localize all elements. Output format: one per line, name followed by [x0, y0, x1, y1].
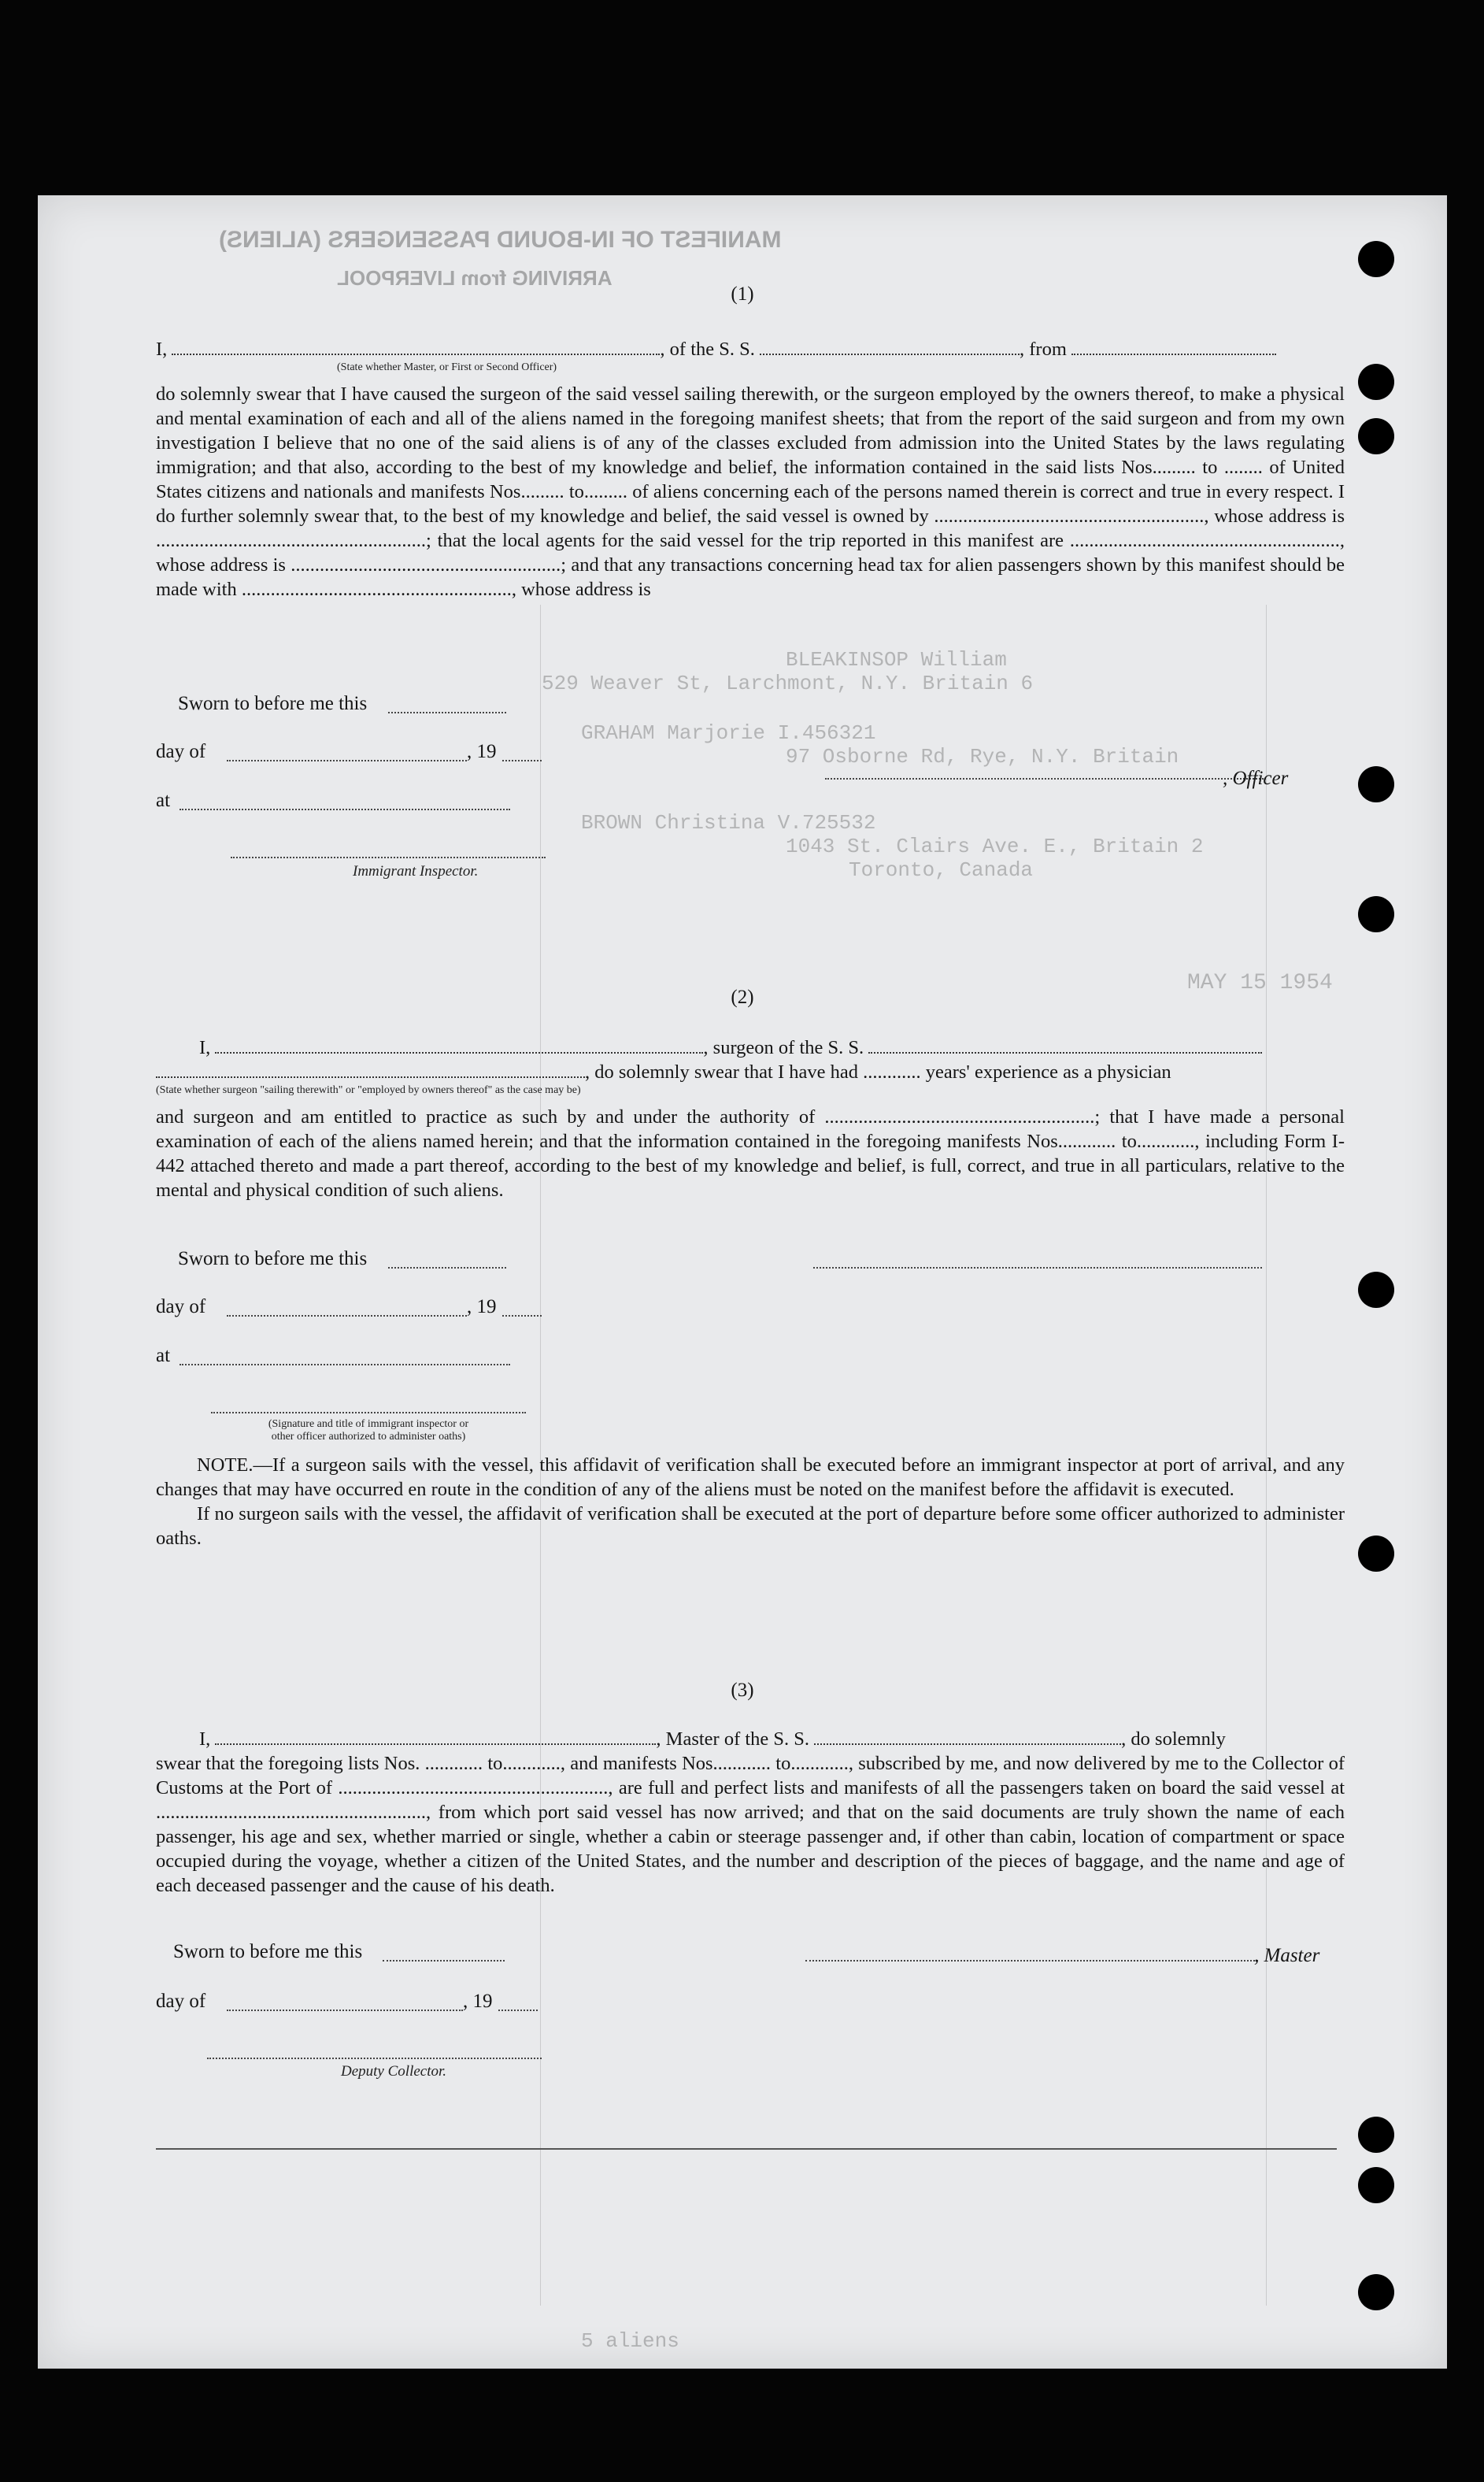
- section-3-paragraph: swear that the foregoing lists Nos. ............ to............, and manifests Nos............ to............, subscribed by me, and now delivered by me to the Collector of Customs at the Port of ........................................................, are full and perfect lists and manifests of all the passengers taken on board the said vessel at ........................................................, from which port said vessel has now arrived; and that on the said documents are truly shown the name of each passenger, his age and sex, whether married or single, whether a cabin or steerage passenger and, if other than cabin, location of compartment or space occupied during the voyage, whether a citizen of the United States, and the number and description of the pieces of baggage, and the name and age of each deceased passenger and the cause of his death.: [156, 1753, 1345, 1896]
- year-label: , 19: [467, 1296, 497, 1317]
- note-paragraph-2: If no surgeon sails with the vessel, the affidavit of verification shall be executed at the port of departure before some officer authorized to administer oaths.: [156, 1503, 1345, 1549]
- bleed-header: MANIFEST OF IN-BOUND PASSENGERS (ALIENS): [219, 227, 782, 253]
- bleed-header-2: ARRIVING from LIVERPOOL: [337, 266, 612, 290]
- section-2-number: (2): [731, 987, 754, 1008]
- signature-note-line: (Signature and title of immigrant inspector or: [268, 1418, 469, 1430]
- surgeon-note: (State whether surgeon "sailing therewith" or "employed by owners thereof" as the case may be): [156, 1084, 581, 1096]
- officer-caption: , Officer: [1223, 768, 1289, 789]
- form-sheet: [38, 195, 1447, 2369]
- from-label: , from: [1020, 339, 1067, 360]
- at-field[interactable]: [179, 1364, 510, 1365]
- day-field[interactable]: [227, 2010, 463, 2011]
- section-1-body: [156, 382, 1345, 602]
- collector-signature-line[interactable]: [207, 2058, 542, 2059]
- sworn-label: Sworn to before me this: [178, 693, 368, 714]
- year-field[interactable]: [502, 760, 542, 761]
- bleed-row: BROWN Christina V.725532: [581, 811, 876, 835]
- sworn-field[interactable]: [388, 712, 506, 713]
- signature-note-line: other officer authorized to administer oaths): [271, 1431, 466, 1443]
- note-paragraph: [156, 1453, 1345, 1502]
- day-of-label: day of: [156, 741, 206, 762]
- master-ship-field[interactable]: [814, 1728, 1121, 1745]
- binder-hole: [1358, 896, 1394, 932]
- surgeon-status-field[interactable]: [156, 1061, 585, 1078]
- bleed-row: GRAHAM Marjorie I.456321: [581, 721, 876, 745]
- collector-caption: Deputy Collector.: [341, 2063, 447, 2080]
- inspector-signature-line[interactable]: [211, 1412, 526, 1413]
- year-label: , 19: [463, 1991, 493, 2012]
- i-label: I,: [199, 1728, 211, 1750]
- day-field[interactable]: [227, 760, 467, 761]
- i-label: I,: [156, 339, 168, 360]
- sworn-label: Sworn to before me this: [178, 1248, 368, 1269]
- bleed-row: BLEAKINSOP William: [786, 648, 1007, 672]
- at-label: at: [156, 1345, 171, 1366]
- binder-hole: [1358, 241, 1394, 277]
- at-field[interactable]: [179, 809, 510, 810]
- master-signature-line[interactable]: [805, 1960, 1258, 1962]
- surgeon-experience-text: , do solemnly swear that I have had ............ years' experience as a physician: [585, 1061, 1171, 1083]
- binder-hole: [1358, 1272, 1394, 1308]
- sworn-field[interactable]: [388, 1267, 506, 1269]
- ship-name-field[interactable]: [760, 338, 1020, 355]
- section-2-body: [156, 1105, 1345, 1202]
- bleed-row: Toronto, Canada: [849, 858, 1034, 882]
- note-block: [156, 1453, 1345, 1550]
- section-2-opening: [156, 1035, 1345, 1097]
- binder-hole: [1358, 766, 1394, 802]
- surgeon-ship-label: , surgeon of the S. S.: [703, 1037, 864, 1058]
- signature-note: [215, 1418, 522, 1443]
- section-1-paragraph: do solemnly swear that I have caused the surgeon of the said vessel sailing therewith, or the surgeon employed by the owners thereof, to make a physical and mental examination of each and all of the aliens named in the foregoing manifest sheets; that from the report of the said surgeon and from my own investigation I believe that no one of the said aliens is of any of the classes excluded from admission into the United States by the laws regulating immigration; and that also, according to the best of my knowledge and belief, the information contained in the said lists Nos......... to ........ of United States citizens and nationals and manifests Nos......... to......... of aliens concerning each of the persons named therein is correct and true in every respect. I do further solemnly swear that, to the best of my knowledge and belief, the said vessel is owned by ........................................................, whose address is ........................................................; that the local agents for the said vessel for the trip reported in this manifest are ........................................................, whose address is ........................................................; and that any transactions concerning head tax for alien passengers shown by this manifest should be made with ........................................................, whose address is: [156, 383, 1345, 600]
- solemnly-label: , do solemnly: [1121, 1728, 1226, 1750]
- from-port-field[interactable]: [1071, 338, 1276, 355]
- year-field[interactable]: [498, 2010, 538, 2011]
- master-caption: , Master: [1254, 1945, 1320, 1966]
- officer-name-field[interactable]: [172, 338, 660, 355]
- sworn-label: Sworn to before me this: [173, 1941, 363, 1962]
- note-text: —If a surgeon sails with the vessel, this affidavit of verification shall be executed before an immigrant inspector at port of arrival, and any changes that may have occurred en route in the condition of any of the aliens must be noted on the manifest before the affidavit is executed.: [156, 1454, 1345, 1500]
- surgeon-ship-field[interactable]: [868, 1036, 1262, 1054]
- ship-label: , of the S. S.: [660, 339, 755, 360]
- day-of-label: day of: [156, 1991, 206, 2012]
- section-2-paragraph: and surgeon and am entitled to practice as such by and under the authority of ........................................................; that I have made a personal examination of each of the aliens named herein; and that the information contained in the foregoing manifests Nos............ to............, including Form I-442 attached thereto and made a part thereof, according to the best of my knowledge and belief, is full, correct, and true in all particulars, relative to the mental and physical condition of such aliens.: [156, 1106, 1345, 1201]
- binder-hole: [1358, 2274, 1394, 2310]
- note-label: NOTE.: [197, 1454, 254, 1476]
- officer-note: (State whether Master, or First or Second Officer): [337, 361, 557, 373]
- bleed-stamp: MAY 15 1954: [1187, 971, 1333, 995]
- bottom-rule: [156, 2148, 1337, 2150]
- section-1-number: (1): [731, 283, 754, 305]
- binder-hole: [1358, 364, 1394, 400]
- officer-signature-line[interactable]: [825, 778, 1266, 780]
- section-3-body: [156, 1751, 1345, 1898]
- at-label: at: [156, 790, 171, 811]
- binder-hole: [1358, 418, 1394, 454]
- surgeon-signature-line[interactable]: [813, 1267, 1262, 1269]
- inspector-caption: Immigrant Inspector.: [353, 863, 479, 880]
- year-field[interactable]: [502, 1315, 542, 1317]
- section-1-opening: [156, 337, 1345, 374]
- binder-hole: [1358, 1536, 1394, 1572]
- inspector-signature-line[interactable]: [231, 857, 546, 858]
- section-3-number: (3): [731, 1680, 754, 1701]
- binder-hole: [1358, 2167, 1394, 2203]
- day-of-label: day of: [156, 1296, 206, 1317]
- bleed-row: 529 Weaver St, Larchmont, N.Y. Britain 6: [542, 672, 1034, 695]
- master-name-field[interactable]: [215, 1728, 656, 1745]
- binder-hole: [1358, 2117, 1394, 2153]
- master-ship-label: , Master of the S. S.: [656, 1728, 810, 1750]
- year-label: , 19: [467, 741, 497, 762]
- bleed-row: 97 Osborne Rd, Rye, N.Y. Britain: [786, 745, 1179, 769]
- bleed-footer: 5 aliens: [581, 2329, 679, 2353]
- surgeon-name-field[interactable]: [215, 1036, 703, 1054]
- sworn-field[interactable]: [383, 1960, 505, 1962]
- bleed-row: 1043 St. Clairs Ave. E., Britain 2: [786, 835, 1204, 858]
- section-3-opening: [156, 1727, 1345, 1751]
- i-label: I,: [199, 1037, 211, 1058]
- day-field[interactable]: [227, 1315, 467, 1317]
